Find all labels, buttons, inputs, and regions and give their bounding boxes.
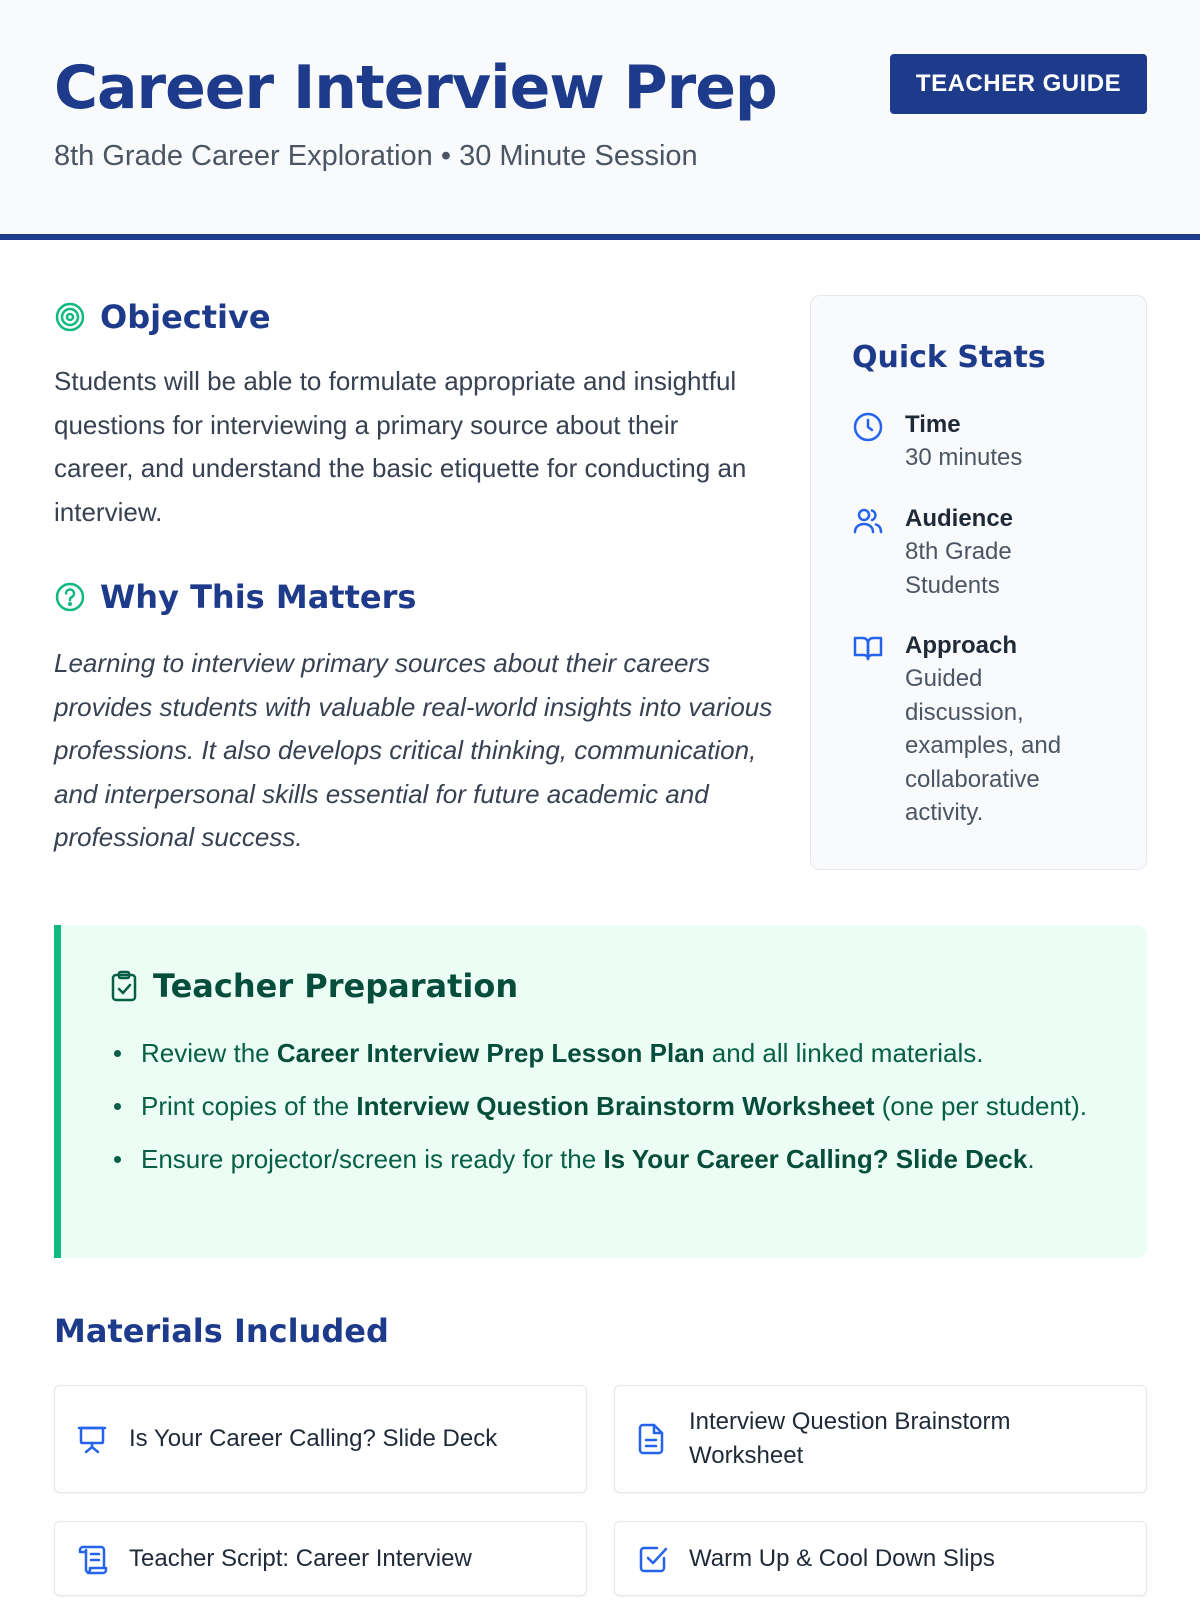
quick-stats-title: Quick Stats	[852, 340, 1046, 375]
prep-heading-text: Teacher Preparation	[153, 967, 519, 1005]
checkbox-icon	[637, 1543, 689, 1575]
users-icon	[852, 503, 905, 602]
why-heading	[54, 578, 416, 616]
prep-item: Review the Career Interview Prep Lesson Plan and all linked materials.	[141, 1033, 1111, 1073]
materials-heading: Materials Included	[54, 1312, 389, 1350]
material-teacher-script[interactable]	[54, 1521, 587, 1596]
teacher-guide-button[interactable]: TEACHER GUIDE	[890, 54, 1147, 114]
stat-time-value: 30 minutes	[905, 444, 1023, 471]
why-heading-text: Why This Matters	[100, 578, 417, 616]
stat-audience-label: Audience	[905, 505, 1014, 532]
question-circle-icon	[54, 581, 86, 613]
stat-approach-value: Guided discussion, examples, and collaborative activity.	[905, 665, 1062, 826]
objective-heading-text: Objective	[100, 298, 271, 336]
material-label: Interview Question Brainstorm Worksheet	[689, 1408, 1011, 1469]
prep-heading	[109, 967, 518, 1005]
page-subtitle: 8th Grade Career Exploration • 30 Minute Session	[54, 140, 698, 172]
material-label: Warm Up & Cool Down Slips	[689, 1544, 995, 1572]
material-warmup-slips[interactable]	[614, 1521, 1147, 1596]
stat-approach	[852, 630, 1080, 830]
quick-stats-card	[810, 295, 1147, 870]
stat-approach-label: Approach	[905, 632, 1018, 659]
presentation-icon	[77, 1423, 129, 1455]
stat-time-label: Time	[905, 411, 961, 438]
teacher-preparation-box	[54, 925, 1147, 1258]
script-icon	[77, 1543, 129, 1575]
prep-list	[141, 1033, 1111, 1192]
document-icon	[637, 1423, 689, 1455]
stat-audience-value: 8th Grade Students	[905, 538, 1012, 599]
page-title: Career Interview Prep	[54, 53, 777, 123]
objective-heading	[54, 298, 271, 336]
clock-icon	[852, 409, 905, 475]
material-label: Teacher Script: Career Interview	[129, 1544, 472, 1572]
clipboard-check-icon	[109, 970, 139, 1002]
objective-text: Students will be able to formulate appropriate and insightful questions for interviewing a primary source about their career, and understand the basic etiquette for conducting an interview.	[54, 366, 747, 527]
book-open-icon	[852, 630, 905, 830]
prep-item: Print copies of the Interview Question Brainstorm Worksheet (one per student).	[141, 1086, 1111, 1126]
material-label: Is Your Career Calling? Slide Deck	[129, 1425, 498, 1452]
stat-time	[852, 409, 1080, 475]
stat-audience	[852, 503, 1080, 602]
why-text: Learning to interview primary sources about their careers provides students with valuable real-world insights into various professions. It also develops critical thinking, communication, and interpersonal skills essential for future academic and professional success.	[54, 648, 773, 852]
page-header	[0, 0, 1200, 240]
material-worksheet[interactable]	[614, 1385, 1147, 1493]
prep-item: Ensure projector/screen is ready for the Is Your Career Calling? Slide Deck.	[141, 1139, 1111, 1179]
target-icon	[54, 301, 86, 333]
material-slide-deck[interactable]	[54, 1385, 587, 1493]
